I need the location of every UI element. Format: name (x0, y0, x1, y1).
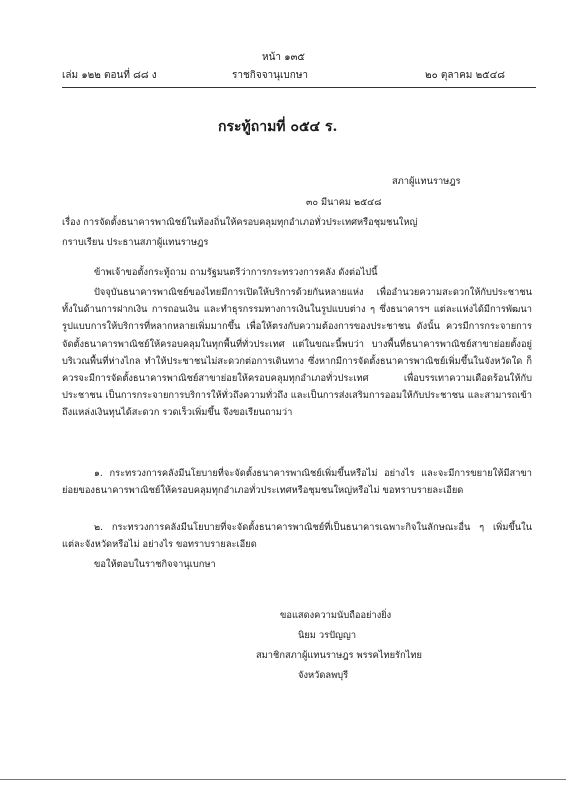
publication-date: ๒๐ ตุลาคม ๒๕๔๘ (425, 70, 506, 81)
intro-line: ข้าพเจ้าขอตั้งกระทู้ถาม ถามรัฐมนตรีว่าการกระทรวงการคลัง ดังต่อไปนี้ (94, 267, 378, 278)
signature-position: สมาชิกสภาผู้แทนราษฎร พรรคไทยรักไทย (256, 650, 422, 661)
signature-province: จังหวัดลพบุรี (298, 670, 349, 681)
closing-request: ขอให้ตอบในราชกิจจานุเบกษา (94, 559, 216, 570)
salutation: กราบเรียน ประธานสภาผู้แทนราษฎร (62, 237, 209, 248)
question-2: ๒. กระทรวงการคลังมีนโยบายที่จะจัดตั้งธนาคารพาณิชย์ที่เป็นธนาคารเฉพาะกิจในลักษณะอื่น ๆ เพิ่มขึ้นในแต่ละจังหวัดหรือไม่ อย่างไร ขอทราบรายละเอียด (62, 522, 532, 551)
letter-date: ๓๐ มีนาคม ๒๕๔๘ (306, 197, 382, 208)
subject-line: เรื่อง การจัดตั้งธนาคารพาณิชย์ในท้องถิ่นให้ครอบคลุมทุกอำเภอทั่วประเทศหรือชุมชนใหญ่ (62, 217, 418, 228)
document-title: กระทู้ถามที่ ๐๕๔ ร. (218, 119, 338, 135)
page-number: หน้า ๑๓๕ (262, 52, 305, 63)
question-1: ๑. กระทรวงการคลังมีนโยบายที่จะจัดตั้งธนาคารพาณิชย์เพิ่มขึ้นหรือไม่ อย่างไร และจะมีการขยายให้มีสาขาย่อยของธนาคารพาณิชย์ให้ครอบคลุมทุกอำเภอทั่วประเทศหรือชุมชนใหญ่หรือไม่ ขอทราบรายละเอียด (62, 468, 532, 497)
main-paragraph: ปัจจุบันธนาคารพาณิชย์ของไทยมีการเปิดให้บริการด้วยกันหลายแห่ง เพื่ออำนวยความสะดวกให้กับประชาชนทั้งในด้านการฝากเงิน การถอนเงิน และทำธุรกรรมทางการเงินในรูปแบบต่าง ๆ ซึ่งธนาคารฯ แต่ละแห่งได้มีการพัฒนารูปแบบการให้บริการที่หลากหลายเพิ่มมากขึ้น เพื่อให้ตรงกับความต้องการของประชาชน ดังนั้น ควรมีการกระจายการจัดตั้งธนาคารพาณิชย์ให้ครอบคลุมในทุกพื้นที่ทั่วประเทศ แต่ในขณะนี้พบว่า บางพื้นที่ธนาคารพาณิชย์สาขาย่อยตั้งอยู่บริเวณพื้นที่ห่างไกล ทำให้ประชาชนไม่สะดวกต่อการเดินทาง ซึ่งหากมีการจัดตั้งธนาคารพาณิชย์เพิ่มขึ้นในจังหวัดใด ก็ควรจะมีการจัดตั้งธนาคารพาณิชย์สาขาย่อยให้ครอบคลุมทุกอำเภอทั่วประเทศ เพื่อบรรเทาความเดือดร้อนให้กับประชาชน เป็นการกระจายการบริการให้ทั่วถึงความทั่วถึง และเป็นการส่งเสริมการออมให้กับประชาชน และสามารถเข้าถึงแหล่งเงินทุนได้สะดวก รวดเร็วเพิ่มขึ้น จึงขอเรียนถามว่า (62, 287, 532, 419)
scan-edge-line (0, 779, 566, 780)
gazette-name: ราชกิจจานุเบกษา (232, 70, 309, 81)
volume-issue: เล่ม ๑๒๒ ตอนที่ ๘๘ ง (62, 70, 157, 81)
recipient-org: สภาผู้แทนราษฎร (392, 176, 461, 187)
signature-name: นิยม วรปัญญา (298, 630, 357, 641)
signature-regards: ขอแสดงความนับถืออย่างยิ่ง (280, 610, 392, 621)
header-divider (62, 87, 536, 88)
